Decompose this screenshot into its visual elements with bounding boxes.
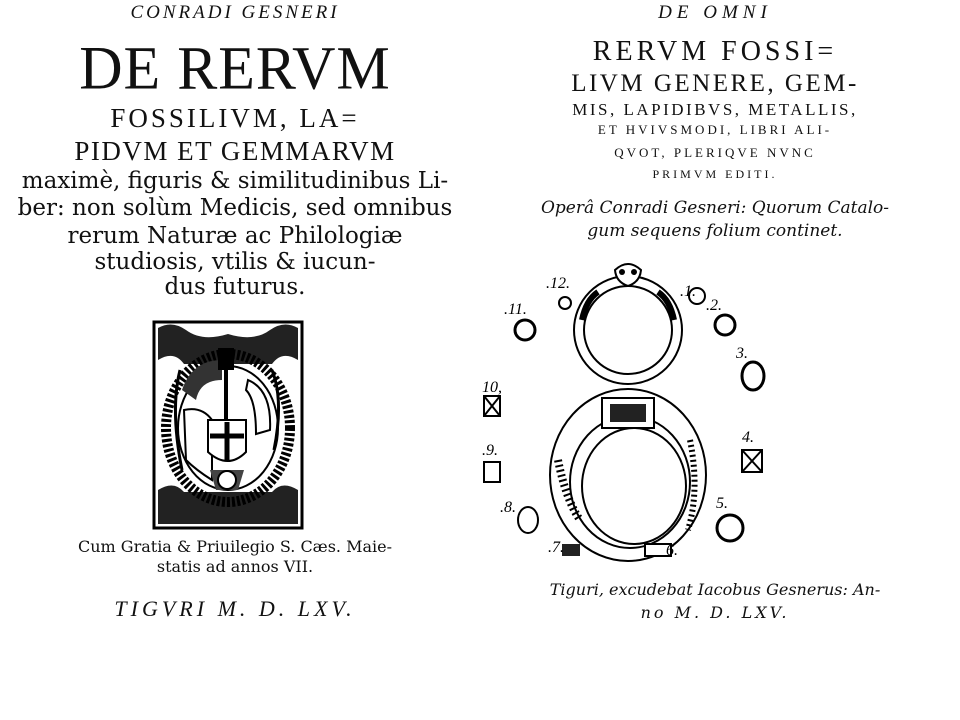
privilege-line: statis ad annos VII. bbox=[156, 557, 314, 576]
imprint-line: Tiguri, excudebat Iacobus Gesnerus: An- bbox=[549, 580, 881, 599]
title-line: studiosis, vtilis & iucun- bbox=[94, 249, 376, 275]
imprint: TIGVRI M. D. LXV. bbox=[114, 596, 356, 621]
gem-number: 6. bbox=[666, 542, 678, 559]
gem-number: 3. bbox=[736, 345, 748, 362]
gem-number: .8. bbox=[500, 499, 516, 516]
title-line: MIS, LAPIDIBVS, METALLIS, bbox=[572, 100, 858, 119]
gem-number: .7. bbox=[548, 539, 564, 556]
right-title-page bbox=[470, 0, 960, 720]
title-line: FOSSILIVM, LA= bbox=[110, 103, 360, 133]
title-line: dus futurus. bbox=[164, 274, 306, 300]
gem-number: .9. bbox=[482, 442, 498, 459]
gem-number: .2. bbox=[706, 297, 722, 314]
gem-number: 5. bbox=[716, 495, 728, 512]
heading-line: DE OMNI bbox=[658, 2, 772, 23]
title-line: ET HVIVSMODI, LIBRI ALI- bbox=[597, 122, 833, 137]
title-line: PRIMVM EDITI. bbox=[652, 167, 778, 181]
gem-number: .11. bbox=[504, 301, 527, 318]
main-title: DE RERVM bbox=[79, 34, 391, 102]
title-line: ber: non solùm Medicis, sed omnibus bbox=[17, 195, 453, 221]
printers-device-woodcut bbox=[152, 320, 304, 530]
rings-and-gems-woodcut bbox=[470, 250, 960, 580]
author-line: CONRADI GESNERI bbox=[130, 2, 340, 23]
title-line: LIVM GENERE, GEM- bbox=[571, 70, 859, 97]
title-line: PIDVM ET GEMMARVM bbox=[74, 136, 396, 166]
opera-line: Operâ Conradi Gesneri: Quorum Catalo- bbox=[540, 198, 890, 218]
privilege-line: Cum Gratia & Priuilegio S. Cæs. Maie- bbox=[77, 537, 393, 556]
gem-number: .1. bbox=[680, 283, 696, 300]
opera-line: gum sequens folium continet. bbox=[587, 221, 843, 241]
title-line: QVOT, PLERIQVE NVNC bbox=[614, 145, 816, 160]
gem-number: 10, bbox=[482, 379, 502, 396]
imprint-line: no M. D. LXV. bbox=[640, 603, 790, 622]
title-line: RERVM FOSSI= bbox=[592, 36, 838, 67]
left-title-page bbox=[0, 0, 470, 720]
title-line: maximè, figuris & similitudinibus Li- bbox=[21, 168, 449, 194]
title-line: rerum Naturæ ac Philologiæ bbox=[67, 223, 403, 249]
gem-number: 4. bbox=[742, 429, 754, 446]
gem-number: .12. bbox=[546, 275, 570, 292]
